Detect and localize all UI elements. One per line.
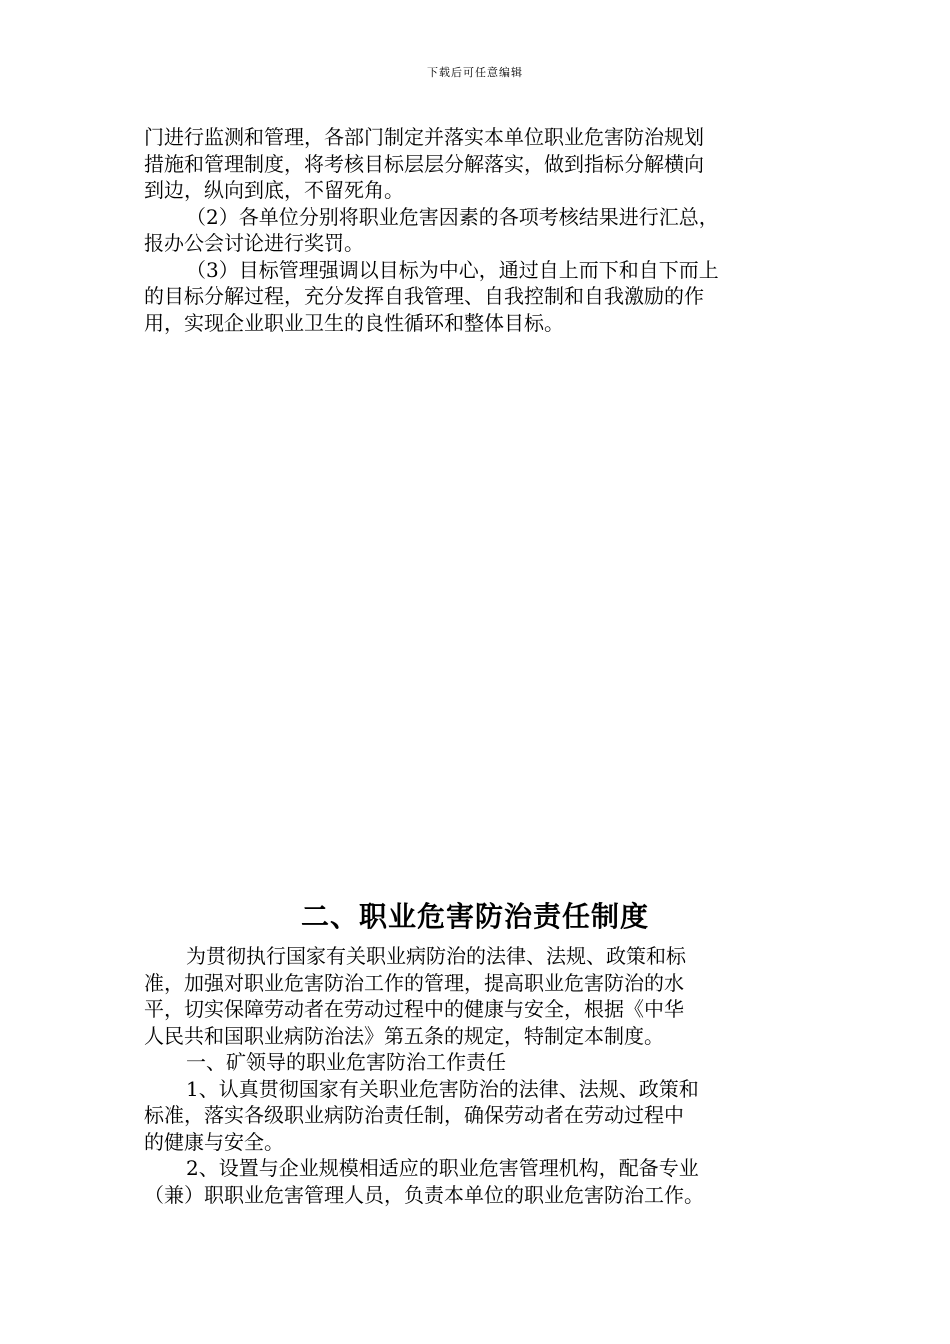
text-line: （2）各单位分别将职业危害因素的各项考核结果进行汇总，	[186, 204, 719, 229]
text-line: （3）目标管理强调以目标为中心，通过自上而下和自下而上	[186, 257, 719, 282]
text-line: 平，切实保障劳动者在劳动过程中的健康与安全，根据《中华	[144, 997, 684, 1021]
text-line: 措施和管理制度，将考核目标层层分解落实，做到指标分解横向	[144, 151, 704, 176]
section-title: 二、职业危害防治责任制度	[300, 900, 649, 934]
text-line: 人民共和国职业病防治法》第五条的规定，特制定本制度。	[144, 1023, 664, 1048]
text-line: 的目标分解过程，充分发挥自我管理、自我控制和自我激励的作	[144, 284, 704, 308]
text-line: 准，加强对职业危害防治工作的管理，提高职业危害防治的水	[144, 970, 684, 995]
subheading: 一、矿领导的职业危害防治工作责任	[186, 1050, 506, 1074]
text-line: （兼）职职业危害管理人员，负责本单位的职业危害防治工作。	[144, 1182, 704, 1207]
page-header-note: 下载后可任意编辑	[427, 66, 523, 79]
text-line: 门进行监测和管理，各部门制定并落实本单位职业危害防治规划	[144, 125, 704, 149]
bottom-text-block	[144, 943, 784, 1208]
text-line: 用，实现企业职业卫生的良性循环和整体目标。	[144, 310, 564, 335]
text-line: 到边，纵向到底，不留死角。	[144, 178, 404, 202]
text-line: 的健康与安全。	[144, 1129, 284, 1154]
text-line: 2、设置与企业规模相适应的职业危害管理机构，配备专业	[186, 1156, 699, 1180]
top-text-block	[144, 124, 784, 336]
text-line: 1、认真贯彻国家有关职业危害防治的法律、法规、政策和	[186, 1076, 699, 1101]
text-line: 为贯彻执行国家有关职业病防治的法律、法规、政策和标	[186, 944, 686, 968]
text-line: 报办公会讨论进行奖罚。	[144, 231, 364, 255]
text-line: 标准，落实各级职业病防治责任制，确保劳动者在劳动过程中	[144, 1103, 684, 1127]
